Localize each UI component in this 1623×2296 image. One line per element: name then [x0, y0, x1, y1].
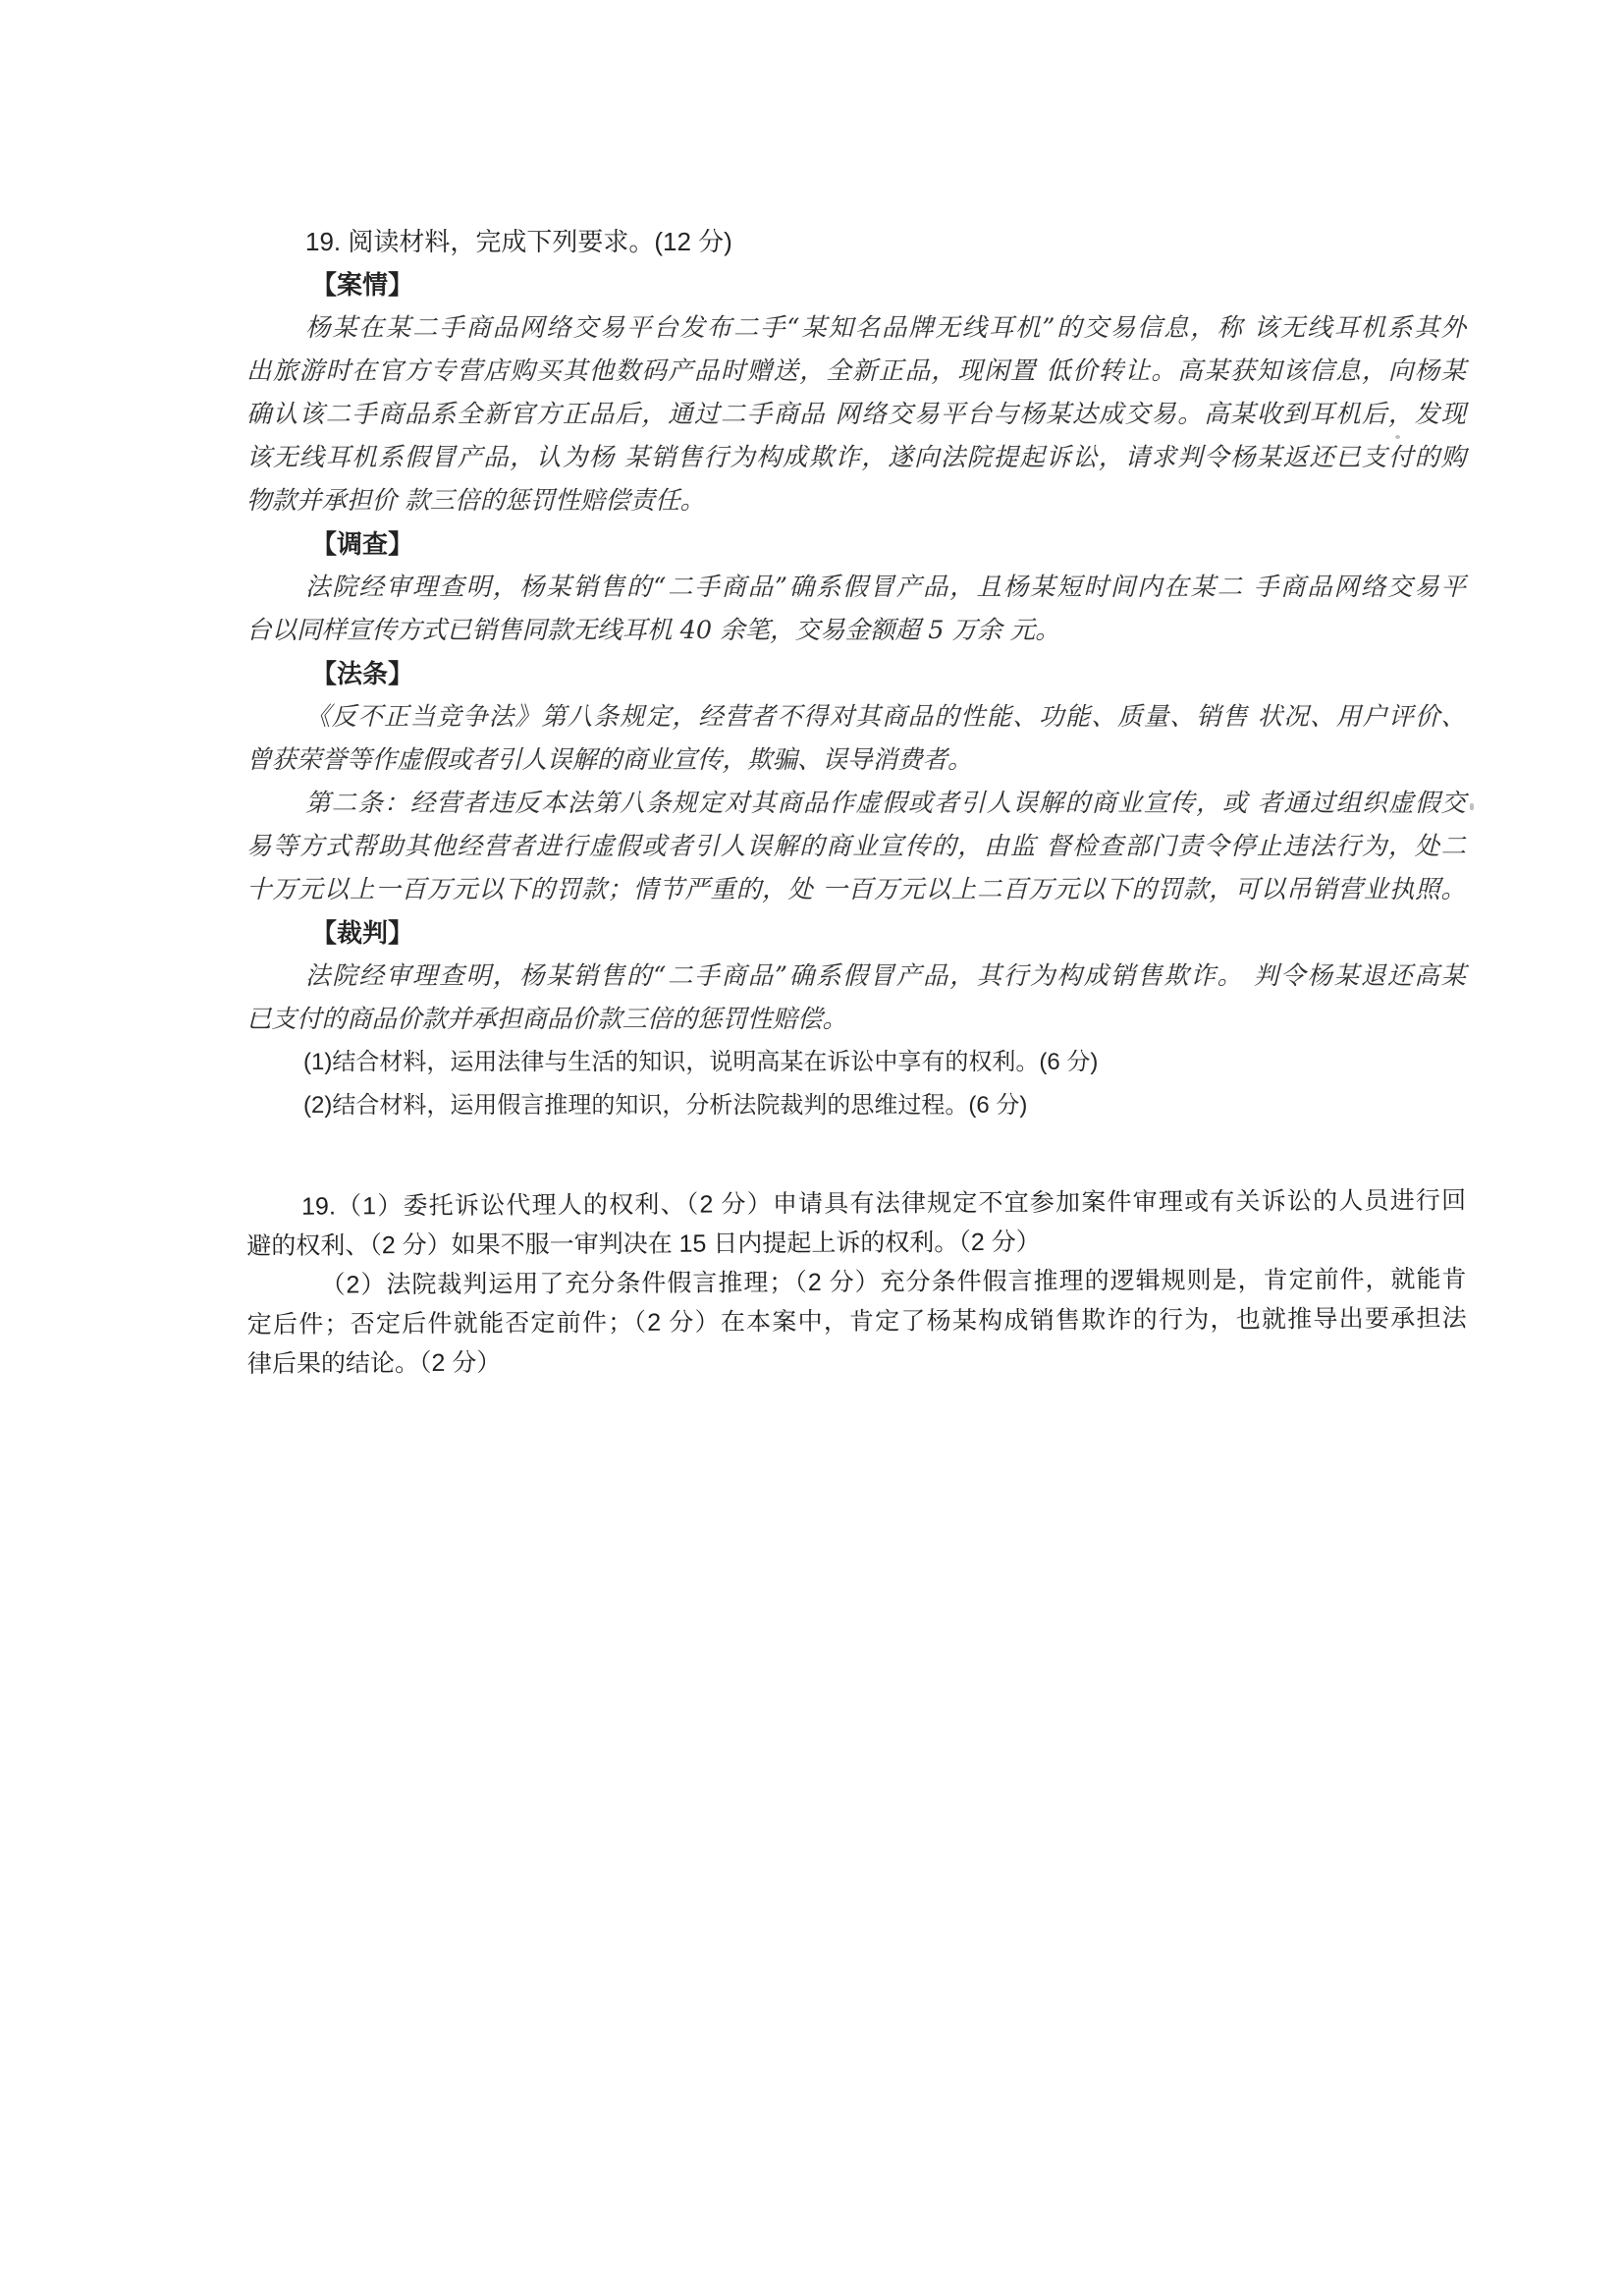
- answer-part2-line: （2）法院裁判运用了充分条件假言推理；（2 分）充分条件假言推理的逻辑规则是，肯定前件，就能肯: [320, 1265, 1467, 1299]
- section-header-investigation: 【调查】: [311, 529, 414, 559]
- scan-speckle: [1470, 803, 1474, 810]
- section-header-case: 【案情】: [311, 270, 414, 300]
- judgment-line: 法院经审理查明，杨某销售的“二手商品”确系假冒产品，其行为构成销售欺诈。 判令杨某退还高某: [305, 961, 1466, 991]
- subquestion-1: (1)结合材料，运用法律与生活的知识，说明高某在诉讼中享有的权利。(6 分): [303, 1049, 1099, 1075]
- case-line: 该无线耳机系假冒产品，认为杨 某销售行为构成欺诈，遂向法院提起诉讼，请求判令杨某返还已支付的购: [246, 443, 1466, 472]
- case-line: 出旅游时在官方专营店购买其他数码产品时赠送，全新正品，现闲置 低价转让。高某获知该信息，向杨某: [246, 356, 1466, 386]
- answer-part2-line: 律后果的结论。（2 分）: [246, 1348, 502, 1378]
- case-line: 确认该二手商品系全新官方正品后，通过二手商品 网络交易平台与杨某达成交易。高某收到耳机后，发现: [246, 400, 1466, 429]
- law-article8-line: 《反不正当竞争法》第八条规定，经营者不得对其商品的性能、功能、质量、销售 状况、用户评价、: [305, 702, 1466, 732]
- investigation-line: 法院经审理查明，杨某销售的“二手商品”确系假冒产品，且杨某短时间内在某二 手商品网络交易平: [305, 573, 1466, 602]
- investigation-line: 台以同样宣传方式已销售同款无线耳机 40 余笔，交易金额超 5 万余 元。: [246, 616, 1060, 645]
- judgment-line: 已支付的商品价款并承担商品价款三倍的惩罚性赔偿。: [246, 1005, 848, 1034]
- answer-part1-line: 避的权利、（2 分）如果不服一审判决在 15 日内提起上诉的权利。（2 分）: [246, 1228, 1041, 1260]
- answer-part2-line: 定后件；否定后件就能否定前件；（2 分）在本案中，肯定了杨某构成销售欺诈的行为，也就推导出要承担法: [246, 1304, 1467, 1339]
- scan-speckle: [1395, 435, 1400, 439]
- answer-block: [246, 1180, 1467, 1384]
- law-article2-line: 十万元以上一百万元以下的罚款；情节严重的，处 一百万元以上二百万元以下的罚款，可以吊销营业执照。: [246, 875, 1466, 904]
- case-line: 物款并承担价 款三倍的惩罚性赔偿责任。: [246, 486, 706, 516]
- law-article2-line: 易等方式帮助其他经营者进行虚假或者引人误解的商业宣传的，由监 督检查部门责令停止违法行为，处二: [246, 832, 1466, 861]
- answer-part1-line: 19.（1）委托诉讼代理人的权利、（2 分）申请具有法律规定不宜参加案件审理或有关诉讼的人员进行回: [301, 1186, 1467, 1221]
- question-block: [246, 220, 1466, 1127]
- section-header-judgment: 【裁判】: [311, 918, 414, 948]
- question-title: 19. 阅读材料，完成下列要求。(12 分): [305, 227, 732, 256]
- subquestion-2: (2)结合材料，运用假言推理的知识，分析法院裁判的思维过程。(6 分): [303, 1092, 1028, 1119]
- case-line: 杨某在某二手商品网络交易平台发布二手“某知名品牌无线耳机”的交易信息，称 该无线耳机系其外: [305, 313, 1466, 343]
- law-article2-line: 第二条：经营者违反本法第八条规定对其商品作虚假或者引人误解的商业宣传，或 者通过组织虚假交: [305, 789, 1466, 818]
- section-header-law: 【法条】: [311, 659, 414, 688]
- law-article8-line: 曾获荣誉等作虚假或者引人误解的商业宣传，欺骗、误导消费者。: [246, 745, 973, 775]
